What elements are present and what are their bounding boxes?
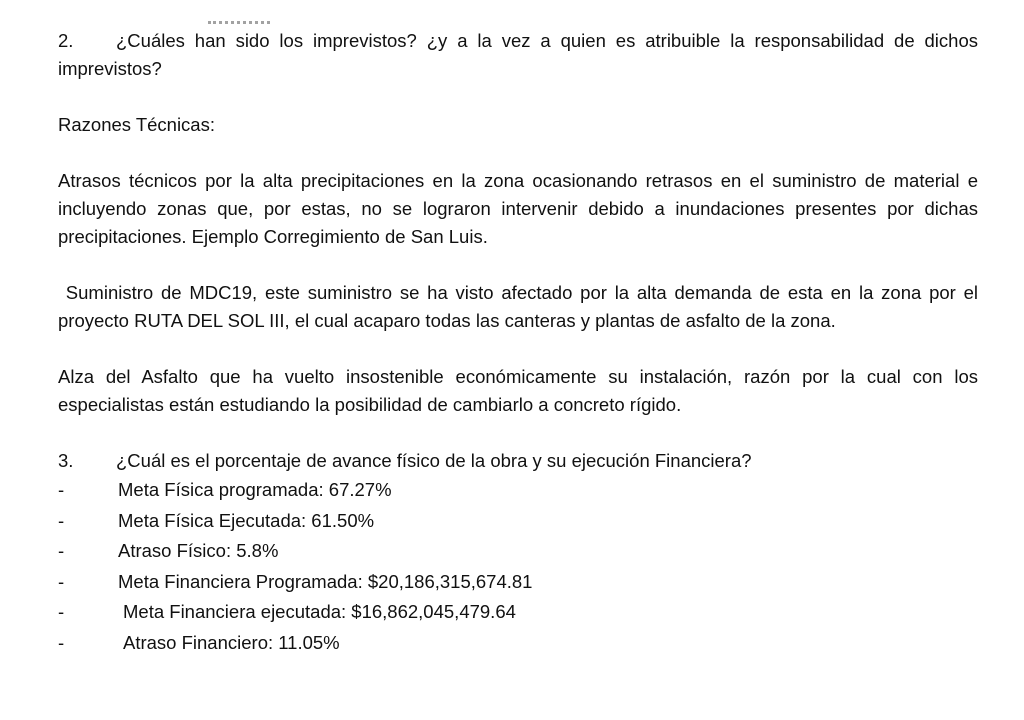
list-item — [58, 475, 978, 506]
paragraph-line: Suministro de MDC19, este suministro se ha visto afectado por la alta demanda de esta en la zona por el — [58, 282, 978, 303]
paragraph-line: incluyendo zonas que, por estas, no se lograron intervenir debido a inundaciones presentes por dichas — [58, 198, 978, 219]
list-item — [58, 628, 978, 659]
paragraph-line: precipitaciones. Ejemplo Corregimiento de San Luis. — [58, 226, 488, 247]
question-number: 2. — [58, 30, 74, 51]
list-item-text: Meta Financiera ejecutada: $16,862,045,479.64 — [123, 601, 516, 622]
list-item — [58, 506, 978, 537]
list-bullet: - — [58, 601, 65, 622]
question-text-line: ¿Cuáles han sido los imprevistos? ¿y a la vez a quien es atribuible la responsabilidad de dichos — [116, 30, 978, 51]
progress-list — [58, 475, 978, 658]
document-page — [58, 27, 978, 658]
section-heading: Razones Técnicas: — [58, 114, 215, 135]
paragraph-line: Atrasos técnicos por la alta precipitaciones en la zona ocasionando retrasos en el suministro de material e — [58, 170, 978, 191]
list-bullet: - — [58, 540, 65, 561]
cropped-text-fragment — [208, 21, 270, 29]
paragraph-asphalt-increase — [58, 363, 978, 419]
list-item — [58, 536, 978, 567]
list-bullet: - — [58, 631, 65, 653]
list-item-text: Atraso Financiero: 11.05% — [123, 631, 340, 653]
paragraph-line: especialistas están estudiando la posibilidad de cambiarlo a concreto rígido. — [58, 394, 682, 415]
question-text-line: imprevistos? — [58, 58, 162, 79]
list-item-text: Atraso Físico: 5.8% — [118, 540, 279, 561]
list-bullet: - — [58, 479, 65, 500]
paragraph-line: proyecto RUTA DEL SOL III, el cual acaparo todas las canteras y plantas de asfalto de la zona. — [58, 310, 836, 331]
list-bullet: - — [58, 570, 65, 592]
list-item — [58, 597, 978, 628]
list-item-text: Meta Física programada: 67.27% — [118, 479, 392, 500]
question-2-first-line — [58, 27, 978, 55]
list-item-text: Meta Financiera Programada: $20,186,315,674.81 — [118, 570, 533, 592]
question-3 — [58, 447, 978, 475]
question-text-line: ¿Cuál es el porcentaje de avance físico de la obra y su ejecución Financiera? — [116, 450, 752, 471]
list-item — [58, 567, 978, 598]
list-item-text: Meta Física Ejecutada: 61.50% — [118, 509, 375, 531]
list-bullet: - — [58, 509, 65, 531]
paragraph-technical-delays — [58, 167, 978, 251]
question-number: 3. — [58, 450, 74, 471]
paragraph-mdc19-supply — [58, 279, 978, 335]
question-2 — [58, 27, 978, 83]
paragraph-line: Alza del Asfalto que ha vuelto insostenible económicamente su instalación, razón por la cual con los — [58, 366, 978, 387]
